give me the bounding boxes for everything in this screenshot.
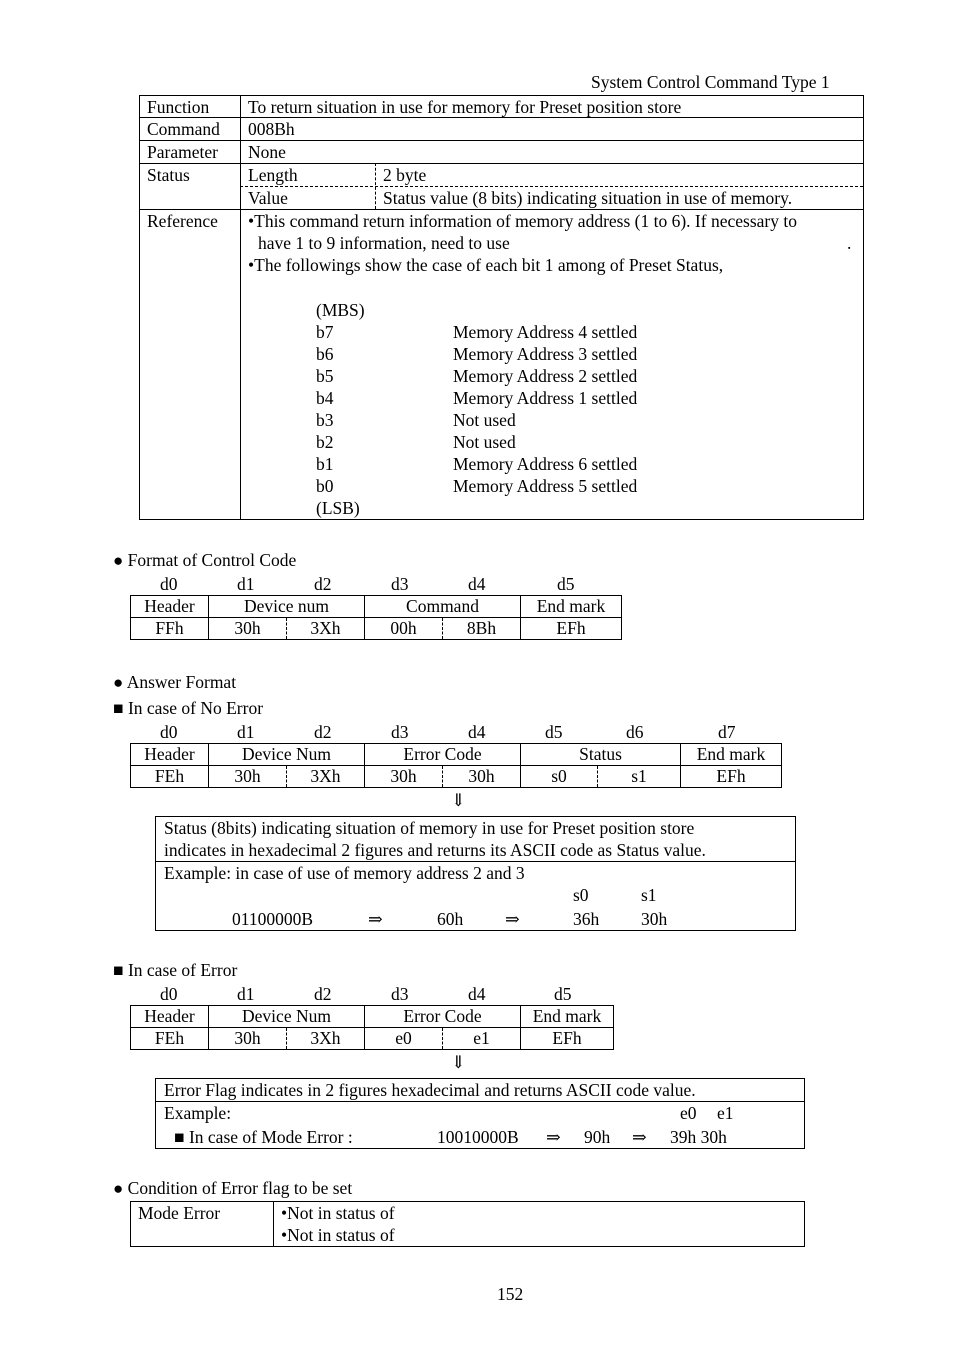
bullet-circle-icon: ● (113, 673, 124, 692)
no-error-heading: ■ In case of No Error (113, 698, 264, 718)
control-code-table (130, 595, 622, 640)
length-value: 2 byte (383, 165, 427, 185)
value-cell: FEh (131, 1028, 209, 1050)
value-cell: EFh (521, 1028, 614, 1050)
value-cell: 30h (209, 766, 287, 788)
control-code-heading: ● Format of Control Code (113, 550, 297, 570)
bit-name: b7 (316, 322, 334, 342)
bit-name: b6 (316, 344, 334, 364)
reference-line-2-end: . (847, 233, 852, 253)
end-mark-cell: End mark (521, 596, 622, 618)
bit-name: b4 (316, 388, 334, 408)
end-mark-cell: End mark (681, 744, 782, 766)
answer-format-heading: ● Answer Format (113, 672, 237, 692)
bullet-circle-icon: ● (113, 551, 124, 570)
lsb-label: (LSB) (316, 498, 360, 518)
parameter-label: Parameter (147, 142, 218, 162)
device-num-cell: Device Num (209, 744, 365, 766)
bit-name: b5 (316, 366, 334, 386)
example-label: Example: (164, 1103, 232, 1123)
byte-label: d1 (237, 574, 255, 594)
byte-label: d5 (545, 722, 563, 742)
command-label: Command (147, 119, 220, 139)
error-note-text: Error Flag indicates in 2 figures hexadecimal and returns ASCII code value. (164, 1080, 696, 1100)
parameter-value: None (248, 142, 286, 162)
bit-name: b2 (316, 432, 334, 452)
example-value-1: 30h (641, 909, 668, 929)
reference-line-2: have 1 to 9 information, need to use (258, 233, 510, 253)
value-cell: FEh (131, 766, 209, 788)
function-label: Function (147, 97, 210, 117)
answer-table (130, 743, 782, 788)
example-result: 39h 30h (670, 1127, 727, 1147)
down-arrow-icon: ⇓ (451, 1052, 466, 1072)
example-hex: 90h (584, 1127, 611, 1147)
header-cell: Header (131, 1006, 209, 1028)
example-e1: e1 (717, 1103, 734, 1123)
status-note-line-1: Status (8bits) indicating situation of memory in use for Preset position store (164, 818, 695, 838)
value-cell: EFh (681, 766, 782, 788)
value-cell: 30h (365, 766, 443, 788)
reference-line-1: •This command return information of memory address (1 to 6). If necessary to (248, 211, 797, 231)
bit-desc: Not used (453, 410, 516, 430)
byte-label: d1 (237, 722, 255, 742)
byte-label: d0 (160, 722, 178, 742)
example-hex: 60h (437, 909, 464, 929)
value-label: Value (248, 188, 288, 208)
byte-label: d0 (160, 984, 178, 1004)
bit-desc: Memory Address 6 settled (453, 454, 638, 474)
example-s1: s1 (641, 885, 657, 905)
value-cell: 8Bh (443, 618, 521, 640)
reference-label: Reference (147, 211, 218, 231)
value-cell: 3Xh (287, 1028, 365, 1050)
reference-line-3: •The followings show the case of each bit 1 among of Preset Status, (248, 255, 724, 275)
header-cell: Header (131, 596, 209, 618)
value-cell: 3Xh (287, 618, 365, 640)
bit-name: b1 (316, 454, 334, 474)
bullet-square-icon: ■ (113, 960, 124, 980)
device-num-cell: Device Num (209, 1006, 365, 1028)
header-cell: Header (131, 744, 209, 766)
example-e0: e0 (680, 1103, 697, 1123)
bullet-square-icon: ■ (174, 1127, 185, 1147)
example-binary: 01100000B (232, 909, 314, 929)
bit-name: b0 (316, 476, 334, 496)
bit-desc: Memory Address 3 settled (453, 344, 638, 364)
value-cell: 30h (209, 1028, 287, 1050)
byte-label: d3 (391, 722, 409, 742)
byte-label: d4 (468, 722, 486, 742)
value-cell: EFh (521, 618, 622, 640)
error-code-cell: Error Code (365, 744, 521, 766)
status-label: Status (147, 165, 190, 185)
down-arrow-icon: ⇓ (451, 790, 466, 810)
bit-desc: Not used (453, 432, 516, 452)
byte-label: d5 (557, 574, 575, 594)
bullet-square-icon: ■ (113, 698, 124, 718)
condition-heading: ● Condition of Error flag to be set (113, 1178, 353, 1198)
page-number: 152 (497, 1284, 524, 1304)
device-num-cell: Device num (209, 596, 365, 618)
value-cell: FFh (131, 618, 209, 640)
condition-line-1: •Not in status of (281, 1203, 395, 1223)
status-cell: Status (521, 744, 681, 766)
length-label: Length (248, 165, 298, 185)
value-cell: s0 (521, 766, 598, 788)
value-cell: 00h (365, 618, 443, 640)
msb-label: (MBS) (316, 300, 365, 320)
right-arrow-icon: ⇒ (505, 909, 520, 929)
value-cell: e0 (365, 1028, 443, 1050)
function-value: To return situation in use for memory for Preset position store (248, 97, 682, 117)
end-mark-cell: End mark (521, 1006, 614, 1028)
byte-label: d0 (160, 574, 178, 594)
byte-label: d2 (314, 722, 332, 742)
condition-line-2: •Not in status of (281, 1225, 395, 1245)
example-s0: s0 (573, 885, 589, 905)
value-cell: s1 (598, 766, 681, 788)
error-table (130, 1005, 614, 1050)
error-heading: ■ In case of Error (113, 960, 238, 980)
bit-desc: Memory Address 5 settled (453, 476, 638, 496)
right-arrow-icon: ⇒ (546, 1127, 561, 1147)
byte-label: d2 (314, 984, 332, 1004)
byte-label: d5 (554, 984, 572, 1004)
error-code-cell: Error Code (365, 1006, 521, 1028)
bit-desc: Memory Address 2 settled (453, 366, 638, 386)
status-note-line-2: indicates in hexadecimal 2 figures and returns its ASCII code as Status value. (164, 840, 706, 860)
byte-label: d1 (237, 984, 255, 1004)
value-cell: 3Xh (287, 766, 365, 788)
value-cell: e1 (443, 1028, 521, 1050)
mode-error-example: ■ In case of Mode Error : (174, 1127, 353, 1147)
right-arrow-icon: ⇒ (632, 1127, 647, 1147)
command-cell: Command (365, 596, 521, 618)
right-arrow-icon: ⇒ (368, 909, 383, 929)
bit-desc: Memory Address 1 settled (453, 388, 638, 408)
byte-label: d4 (468, 574, 486, 594)
bit-desc: Memory Address 4 settled (453, 322, 638, 342)
value-cell: 30h (443, 766, 521, 788)
example-value-0: 36h (573, 909, 600, 929)
value-cell: 30h (209, 618, 287, 640)
byte-label: d6 (626, 722, 644, 742)
command-value: 008Bh (248, 119, 295, 139)
byte-label: d2 (314, 574, 332, 594)
example-binary: 10010000B (437, 1127, 519, 1147)
mode-error-label: Mode Error (138, 1203, 221, 1223)
example-label: Example: in case of use of memory address 2 and 3 (164, 863, 525, 883)
byte-label: d4 (468, 984, 486, 1004)
page-header-title: System Control Command Type 1 (591, 72, 830, 92)
byte-label: d3 (391, 984, 409, 1004)
bullet-circle-icon: ● (113, 1179, 124, 1198)
byte-label: d7 (718, 722, 736, 742)
byte-label: d3 (391, 574, 409, 594)
value-value: Status value (8 bits) indicating situation in use of memory. (383, 188, 793, 208)
bit-name: b3 (316, 410, 334, 430)
